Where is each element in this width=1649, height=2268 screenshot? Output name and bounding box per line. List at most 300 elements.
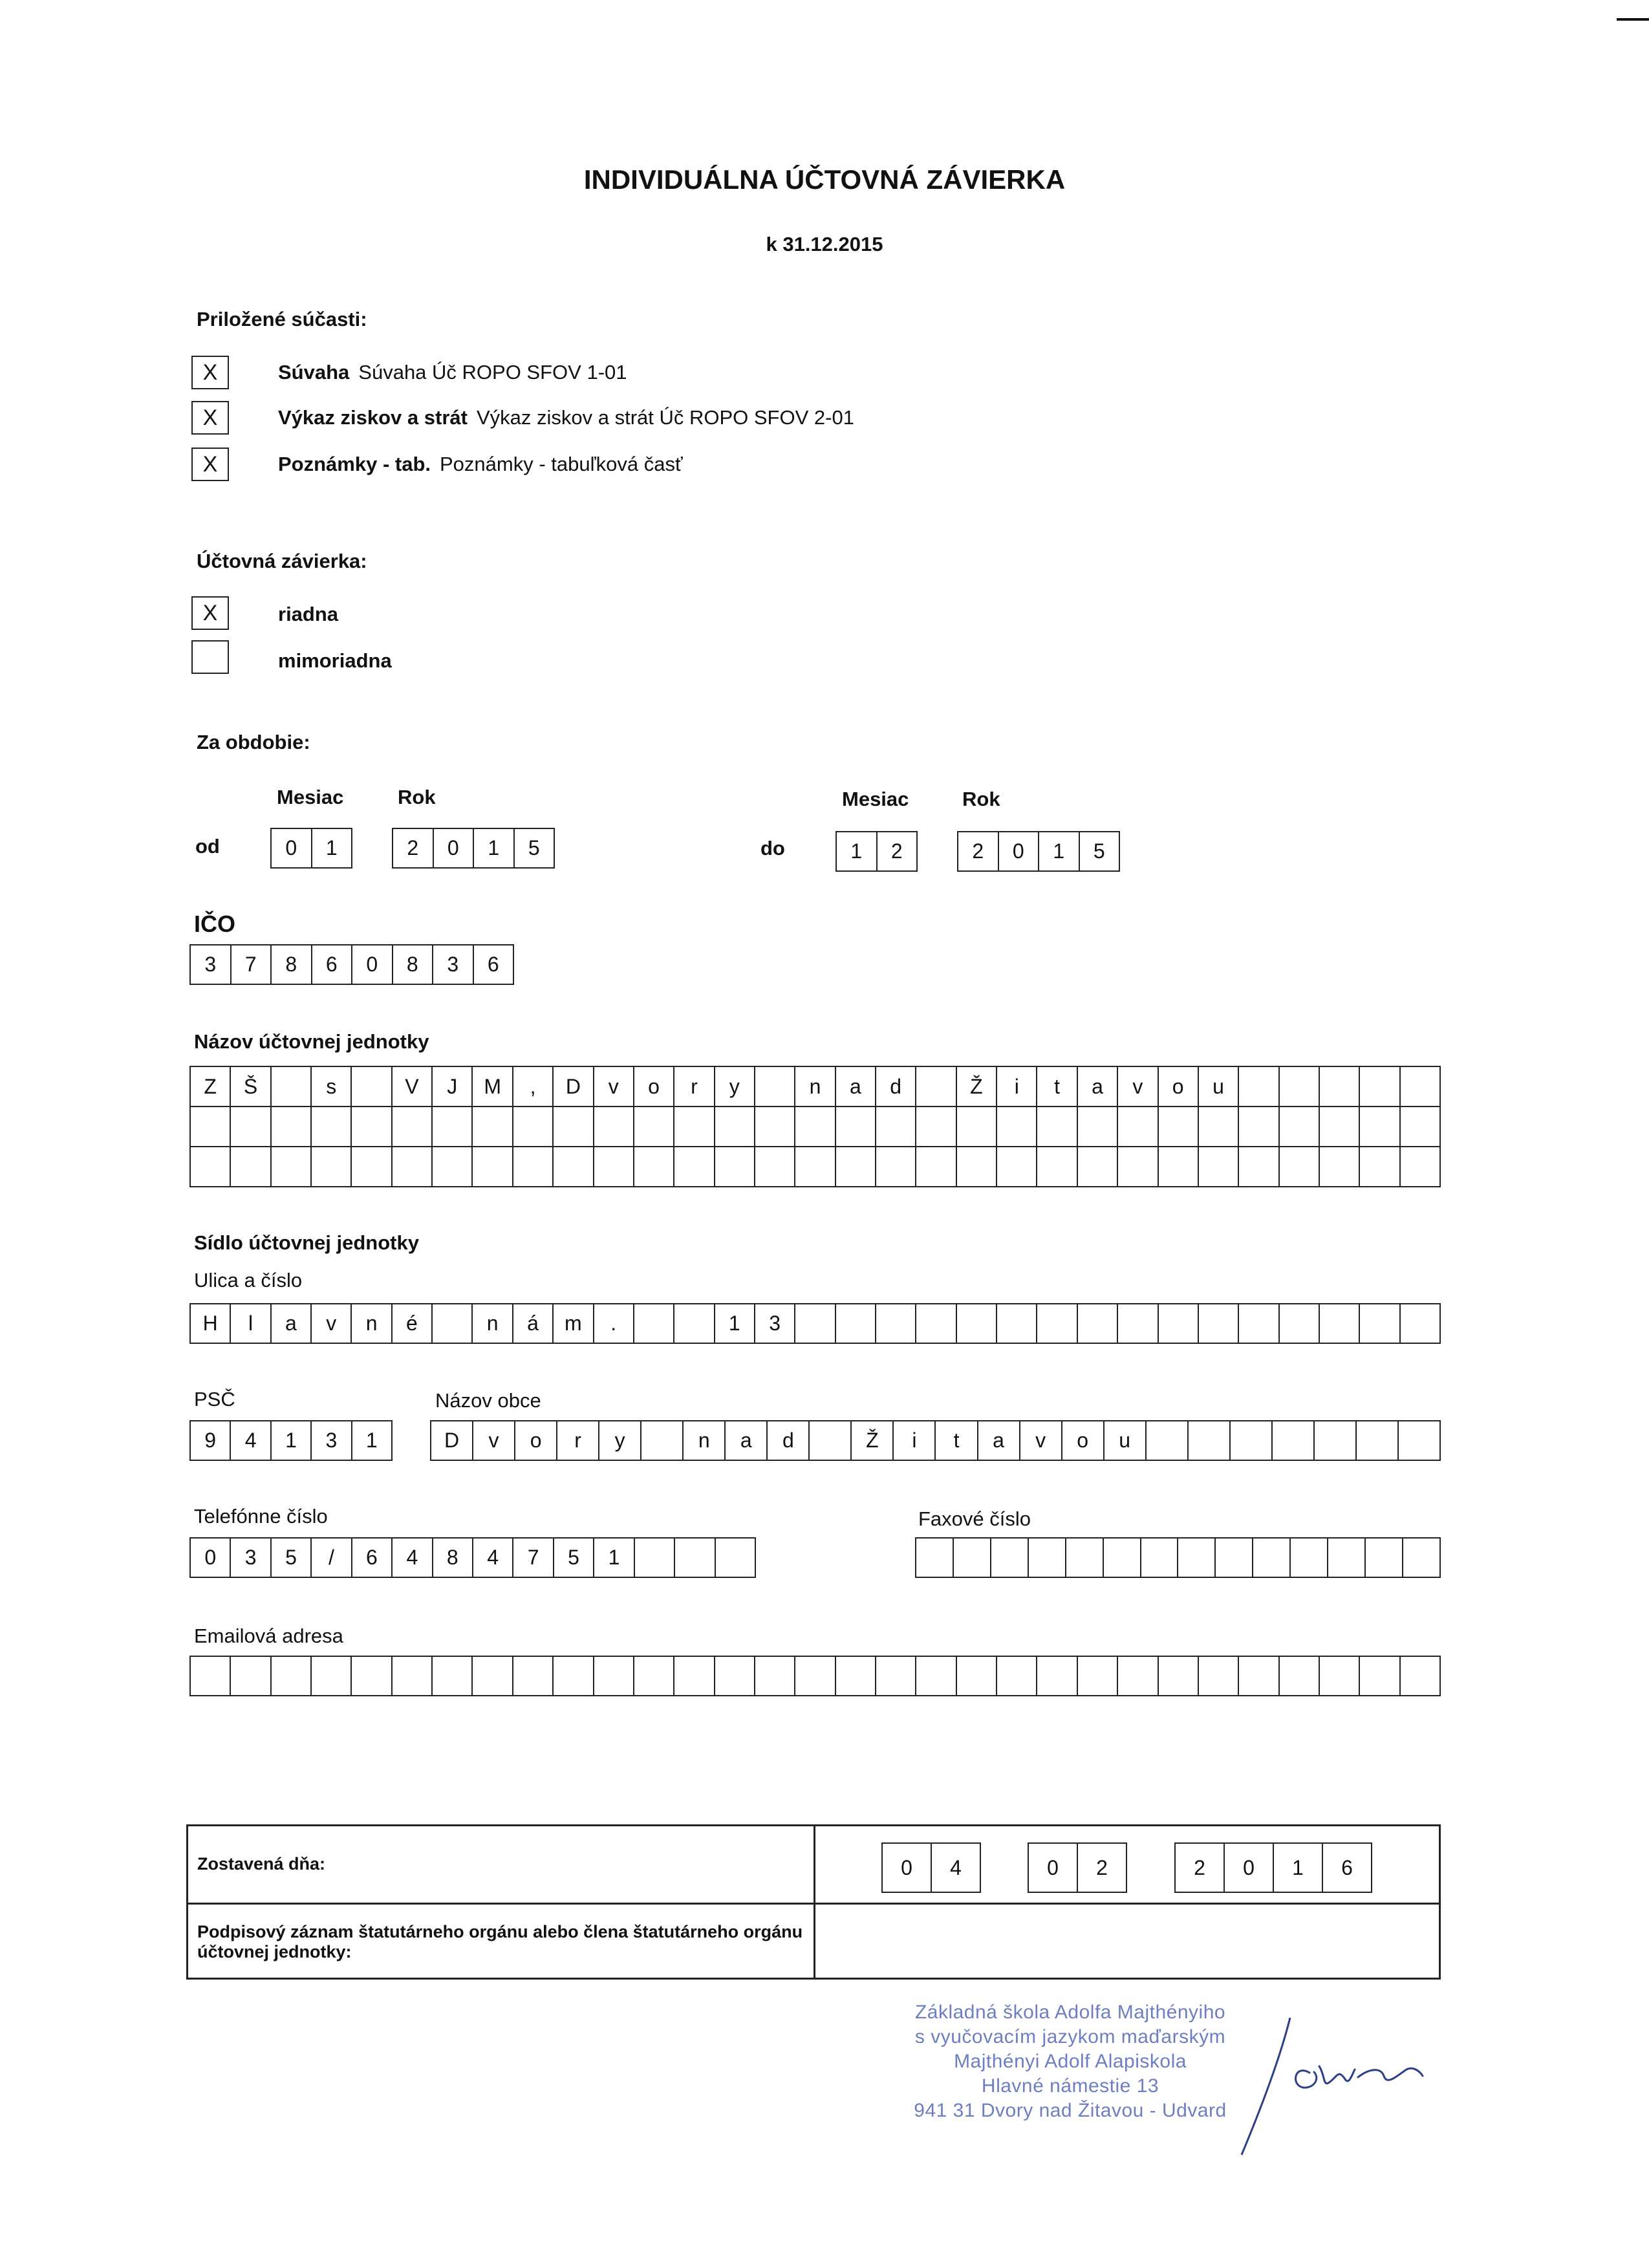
digit-cell: 3 (433, 945, 474, 985)
char-cell (675, 1539, 715, 1578)
from-month-field[interactable] (270, 828, 352, 869)
char-cell (191, 1107, 231, 1147)
from-year-label: Rok (398, 786, 436, 808)
char-cell: v (312, 1304, 352, 1344)
char-cell (1239, 1107, 1279, 1147)
char-cell (272, 1147, 312, 1187)
digit-cell: 0 (352, 945, 393, 985)
char-cell (876, 1304, 916, 1344)
char-cell (191, 1147, 231, 1187)
char-cell (1401, 1657, 1441, 1696)
char-cell: 7 (513, 1539, 554, 1578)
digit-cell: 7 (232, 945, 272, 985)
char-cell (1199, 1147, 1239, 1187)
char-cell (513, 1657, 554, 1696)
component-name: Súvaha (278, 361, 350, 383)
char-cell (674, 1657, 715, 1696)
digit-cell: 2 (1176, 1844, 1225, 1893)
char-cell (1320, 1304, 1360, 1344)
fax-field[interactable] (915, 1537, 1441, 1578)
char-cell: Z (191, 1067, 231, 1107)
char-cell: 4 (473, 1539, 513, 1578)
char-cell (916, 1657, 956, 1696)
char-cell: a (978, 1421, 1020, 1461)
digit-cell: 4 (932, 1844, 981, 1893)
digit-cell: 5 (515, 829, 555, 869)
char-cell (836, 1657, 876, 1696)
char-cell (1401, 1067, 1441, 1107)
char-cell (715, 1147, 755, 1187)
char-cell (393, 1147, 433, 1187)
char-cell: t (1037, 1067, 1077, 1107)
char-cell (1037, 1657, 1077, 1696)
char-cell: é (393, 1304, 433, 1344)
from-month-label: Mesiac (277, 786, 344, 808)
char-cell (1199, 1107, 1239, 1147)
char-cell: 6 (352, 1539, 393, 1578)
char-cell (997, 1657, 1037, 1696)
digit-cell: 3 (191, 945, 232, 985)
char-cell (312, 1657, 352, 1696)
digit-cell: 0 (999, 832, 1040, 872)
char-cell (1216, 1539, 1253, 1578)
char-cell: 8 (433, 1539, 473, 1578)
to-label: do (760, 837, 785, 859)
digit-cell: 8 (272, 945, 312, 985)
char-cell (1315, 1421, 1357, 1461)
digit-cell: 6 (474, 945, 515, 985)
char-cell (715, 1657, 755, 1696)
ico-field[interactable] (189, 944, 514, 985)
char-cell (1141, 1539, 1179, 1578)
char-cell: 5 (272, 1539, 312, 1578)
char-cell (674, 1107, 715, 1147)
char-cell (954, 1539, 991, 1578)
char-cell (674, 1304, 715, 1344)
char-cell: á (513, 1304, 554, 1344)
char-cell (1178, 1539, 1216, 1578)
signature-table (186, 1824, 1441, 1980)
char-cell (755, 1147, 795, 1187)
digit-cell: 0 (1225, 1844, 1274, 1893)
char-cell: , (513, 1067, 554, 1107)
char-cell (634, 1107, 674, 1147)
char-cell (991, 1539, 1029, 1578)
char-cell (795, 1657, 835, 1696)
stamp-line: Majthényi Adolf Alapiskola (954, 2051, 1187, 2072)
from-year-field[interactable] (392, 828, 555, 869)
digit-cell: 0 (272, 829, 312, 869)
char-cell (1239, 1304, 1279, 1344)
char-cell (1104, 1539, 1141, 1578)
char-cell: 0 (191, 1539, 231, 1578)
to-month-label: Mesiac (842, 788, 909, 810)
scan-edge-mark (1617, 18, 1649, 21)
char-cell (1280, 1107, 1320, 1147)
char-cell (1159, 1657, 1199, 1696)
char-cell (674, 1147, 715, 1187)
char-cell: d (768, 1421, 810, 1461)
digit-cell: 2 (958, 832, 999, 872)
char-cell (1401, 1107, 1441, 1147)
char-cell: a (272, 1304, 312, 1344)
char-cell (312, 1107, 352, 1147)
char-cell (554, 1147, 594, 1187)
char-cell (1159, 1107, 1199, 1147)
char-cell: o (1159, 1067, 1199, 1107)
char-cell (594, 1147, 634, 1187)
char-cell: l (231, 1304, 271, 1344)
component-checkbox[interactable]: X (191, 356, 229, 389)
char-cell (1360, 1147, 1400, 1187)
char-cell (795, 1304, 835, 1344)
char-cell (1037, 1107, 1077, 1147)
char-cell: n (473, 1304, 513, 1344)
char-cell (231, 1657, 271, 1696)
char-cell (473, 1147, 513, 1187)
compiled-month-field[interactable] (1028, 1842, 1127, 1893)
char-cell: M (473, 1067, 513, 1107)
char-cell (1199, 1657, 1239, 1696)
char-cell (1159, 1304, 1199, 1344)
char-cell: D (431, 1421, 473, 1461)
char-cell (272, 1657, 312, 1696)
char-cell (916, 1539, 954, 1578)
char-cell: a (1078, 1067, 1118, 1107)
char-cell (1078, 1657, 1118, 1696)
char-cell (916, 1304, 956, 1344)
closure-heading: Účtovná závierka: (197, 550, 367, 572)
to-month-field[interactable] (835, 831, 918, 872)
stamp-line: Hlavné námestie 13 (981, 2075, 1159, 2097)
char-cell: i (997, 1067, 1037, 1107)
char-cell (1401, 1147, 1441, 1187)
char-cell (836, 1147, 876, 1187)
char-cell: y (599, 1421, 641, 1461)
char-cell (1320, 1147, 1360, 1187)
char-cell: v (1118, 1067, 1158, 1107)
char-cell (634, 1657, 674, 1696)
char-cell: J (433, 1067, 473, 1107)
char-cell: m (554, 1304, 594, 1344)
char-cell (1239, 1067, 1279, 1107)
char-cell (1280, 1657, 1320, 1696)
char-cell (393, 1107, 433, 1147)
char-cell (755, 1067, 795, 1107)
char-cell (433, 1304, 473, 1344)
signature-label: Podpisový záznam štatutárneho orgánu alebo člena štatutárneho orgánu účtovnej jednotky: (197, 1922, 803, 1961)
closure-extraordinary-checkbox[interactable] (191, 640, 229, 674)
char-cell (634, 1147, 674, 1187)
char-cell (513, 1147, 554, 1187)
handwritten-signature (1229, 2005, 1442, 2160)
char-cell (231, 1107, 271, 1147)
char-cell: Ž (957, 1067, 997, 1107)
phone-label: Telefónne číslo (194, 1505, 328, 1528)
from-label: od (195, 835, 220, 858)
char-cell (554, 1107, 594, 1147)
char-cell (957, 1304, 997, 1344)
char-cell (1360, 1657, 1400, 1696)
char-cell (1291, 1539, 1328, 1578)
char-cell (755, 1107, 795, 1147)
component-desc: Poznámky - tabuľková časť (440, 453, 683, 475)
char-cell (1360, 1304, 1400, 1344)
digit-cell: 3 (312, 1421, 352, 1461)
char-cell (272, 1107, 312, 1147)
char-cell: H (191, 1304, 231, 1344)
compiled-label: Zostavená dňa: (197, 1854, 326, 1874)
digit-cell: 1 (837, 832, 878, 872)
char-cell (231, 1147, 271, 1187)
components-heading: Priložené súčasti: (197, 308, 367, 330)
char-cell: 3 (231, 1539, 271, 1578)
char-cell (1320, 1657, 1360, 1696)
char-cell (1231, 1421, 1273, 1461)
entity-name-field[interactable] (189, 1066, 1441, 1187)
char-cell (352, 1107, 392, 1147)
digit-cell: 4 (231, 1421, 271, 1461)
table-divider (188, 1903, 1439, 1905)
char-cell (957, 1657, 997, 1696)
char-cell: i (894, 1421, 936, 1461)
digit-cell: 6 (312, 945, 353, 985)
digit-cell: 2 (878, 832, 918, 872)
period-heading: Za obdobie: (197, 731, 310, 753)
char-cell: r (674, 1067, 715, 1107)
char-cell (1078, 1107, 1118, 1147)
char-cell: v (594, 1067, 634, 1107)
char-cell (795, 1107, 835, 1147)
digit-cell: 2 (393, 829, 434, 869)
digit-cell: 1 (272, 1421, 312, 1461)
digit-cell: 0 (434, 829, 475, 869)
char-cell (433, 1657, 473, 1696)
char-cell (594, 1107, 634, 1147)
address-heading: Sídlo účtovnej jednotky (194, 1231, 419, 1254)
char-cell (916, 1107, 956, 1147)
char-cell (594, 1657, 634, 1696)
document-title: INDIVIDUÁLNA ÚČTOVNÁ ZÁVIERKA (583, 164, 1066, 195)
char-cell: t (936, 1421, 978, 1461)
char-cell: 1 (715, 1304, 755, 1344)
char-cell: D (554, 1067, 594, 1107)
char-cell (1273, 1421, 1315, 1461)
char-cell (641, 1421, 684, 1461)
char-cell (433, 1107, 473, 1147)
psc-field[interactable] (189, 1420, 393, 1461)
char-cell: v (1020, 1421, 1062, 1461)
char-cell: Š (231, 1067, 271, 1107)
compiled-day-field[interactable] (881, 1842, 981, 1893)
date-line: k 31.12.2015 (766, 233, 883, 255)
component-name: Poznámky - tab. (278, 453, 431, 475)
char-cell (1280, 1304, 1320, 1344)
char-cell (352, 1657, 392, 1696)
char-cell: a (726, 1421, 768, 1461)
digit-cell: 9 (191, 1421, 231, 1461)
char-cell (1366, 1539, 1403, 1578)
component-desc: Výkaz ziskov a strát Úč ROPO SFOV 2-01 (476, 406, 854, 429)
component-checkbox[interactable]: X (191, 401, 229, 435)
char-cell (1189, 1421, 1231, 1461)
char-cell (1401, 1304, 1441, 1344)
char-cell (716, 1539, 756, 1578)
char-cell (1078, 1147, 1118, 1187)
char-cell (635, 1539, 675, 1578)
stamp-line: 941 31 Dvory nad Žitavou - Udvard (914, 2100, 1227, 2121)
char-cell (1029, 1539, 1066, 1578)
digit-cell: 1 (312, 829, 353, 869)
table-divider (814, 1826, 815, 1978)
char-cell (634, 1304, 674, 1344)
char-cell: a (836, 1067, 876, 1107)
char-cell: / (312, 1539, 352, 1578)
char-cell (1360, 1107, 1400, 1147)
char-cell (1118, 1147, 1158, 1187)
psc-label: PSČ (194, 1388, 235, 1410)
digit-cell: 2 (1078, 1844, 1127, 1893)
email-field[interactable] (189, 1656, 1441, 1696)
char-cell (957, 1147, 997, 1187)
char-cell (473, 1107, 513, 1147)
char-cell: d (876, 1067, 916, 1107)
char-cell: 4 (393, 1539, 433, 1578)
char-cell (876, 1147, 916, 1187)
char-cell (1320, 1107, 1360, 1147)
char-cell: n (352, 1304, 392, 1344)
char-cell (513, 1107, 554, 1147)
char-cell: o (1062, 1421, 1105, 1461)
char-cell (755, 1657, 795, 1696)
char-cell (433, 1147, 473, 1187)
char-cell (957, 1107, 997, 1147)
char-cell (312, 1147, 352, 1187)
char-cell (1360, 1067, 1400, 1107)
char-cell: u (1105, 1421, 1147, 1461)
char-cell (1280, 1067, 1320, 1107)
char-cell (1357, 1421, 1399, 1461)
char-cell (1066, 1539, 1104, 1578)
char-cell: s (312, 1067, 352, 1107)
char-cell: v (473, 1421, 515, 1461)
char-cell (1118, 1304, 1158, 1344)
digit-cell: 6 (1323, 1844, 1372, 1893)
digit-cell: 1 (352, 1421, 393, 1461)
component-desc: Súvaha Úč ROPO SFOV 1-01 (358, 361, 627, 383)
digit-cell: 1 (474, 829, 515, 869)
char-cell (1147, 1421, 1189, 1461)
char-cell: o (634, 1067, 674, 1107)
char-cell (1328, 1539, 1366, 1578)
compiled-year-field[interactable] (1174, 1842, 1372, 1893)
fax-label: Faxové číslo (918, 1507, 1031, 1530)
char-cell (1078, 1304, 1118, 1344)
digit-cell: 1 (1274, 1844, 1323, 1893)
char-cell (191, 1657, 231, 1696)
char-cell: 5 (554, 1539, 594, 1578)
digit-cell: 8 (393, 945, 434, 985)
char-cell (1037, 1147, 1077, 1187)
char-cell (1199, 1304, 1239, 1344)
char-cell (393, 1657, 433, 1696)
char-cell (997, 1147, 1037, 1187)
char-cell (1037, 1304, 1077, 1344)
to-year-label: Rok (962, 788, 1000, 810)
city-field[interactable] (430, 1420, 1441, 1461)
char-cell (272, 1067, 312, 1107)
char-cell (1320, 1067, 1360, 1107)
closure-regular-label: riadna (278, 603, 339, 625)
char-cell (352, 1147, 392, 1187)
char-cell: 3 (755, 1304, 795, 1344)
stamp-line: s vyučovacím jazykom maďarským (914, 2026, 1226, 2047)
digit-cell: 5 (1080, 832, 1121, 872)
street-field[interactable] (189, 1303, 1441, 1344)
signature-stroke (1242, 2018, 1290, 2155)
street-label: Ulica a číslo (194, 1269, 303, 1291)
component-name: Výkaz ziskov a strát (278, 406, 468, 429)
char-cell (997, 1304, 1037, 1344)
char-cell (1159, 1147, 1199, 1187)
char-cell: n (795, 1067, 835, 1107)
digit-cell: 1 (1039, 832, 1080, 872)
char-cell (554, 1657, 594, 1696)
char-cell (352, 1067, 392, 1107)
char-cell (836, 1304, 876, 1344)
digit-cell: 0 (1029, 1844, 1078, 1893)
char-cell (810, 1421, 852, 1461)
char-cell: Ž (852, 1421, 894, 1461)
entity-name-label: Názov účtovnej jednotky (194, 1030, 429, 1053)
char-cell (1118, 1107, 1158, 1147)
char-cell: y (715, 1067, 755, 1107)
component-checkbox[interactable]: X (191, 448, 229, 481)
char-cell (473, 1657, 513, 1696)
official-stamp (883, 2000, 1258, 2123)
char-cell (1280, 1147, 1320, 1187)
char-cell (876, 1107, 916, 1147)
char-cell (997, 1107, 1037, 1147)
to-year-field[interactable] (957, 831, 1120, 872)
char-cell: r (557, 1421, 599, 1461)
char-cell (916, 1067, 956, 1107)
digit-cell: 0 (883, 1844, 932, 1893)
char-cell: 1 (594, 1539, 634, 1578)
char-cell (916, 1147, 956, 1187)
closure-extraordinary-label: mimoriadna (278, 649, 392, 672)
char-cell (1399, 1421, 1441, 1461)
char-cell (836, 1107, 876, 1147)
closure-regular-checkbox[interactable]: X (191, 596, 229, 630)
char-cell (876, 1657, 916, 1696)
char-cell (795, 1147, 835, 1187)
char-cell (1118, 1657, 1158, 1696)
char-cell (1239, 1147, 1279, 1187)
char-cell (1403, 1539, 1441, 1578)
char-cell (715, 1107, 755, 1147)
char-cell: . (594, 1304, 634, 1344)
char-cell: V (393, 1067, 433, 1107)
char-cell (1239, 1657, 1279, 1696)
char-cell: n (684, 1421, 726, 1461)
city-label: Názov obce (435, 1389, 541, 1412)
email-label: Emailová adresa (194, 1625, 343, 1647)
char-cell: o (515, 1421, 557, 1461)
phone-field[interactable] (189, 1537, 756, 1578)
char-cell: u (1199, 1067, 1239, 1107)
stamp-line: Základná škola Adolfa Majthényiho (914, 2002, 1226, 2023)
